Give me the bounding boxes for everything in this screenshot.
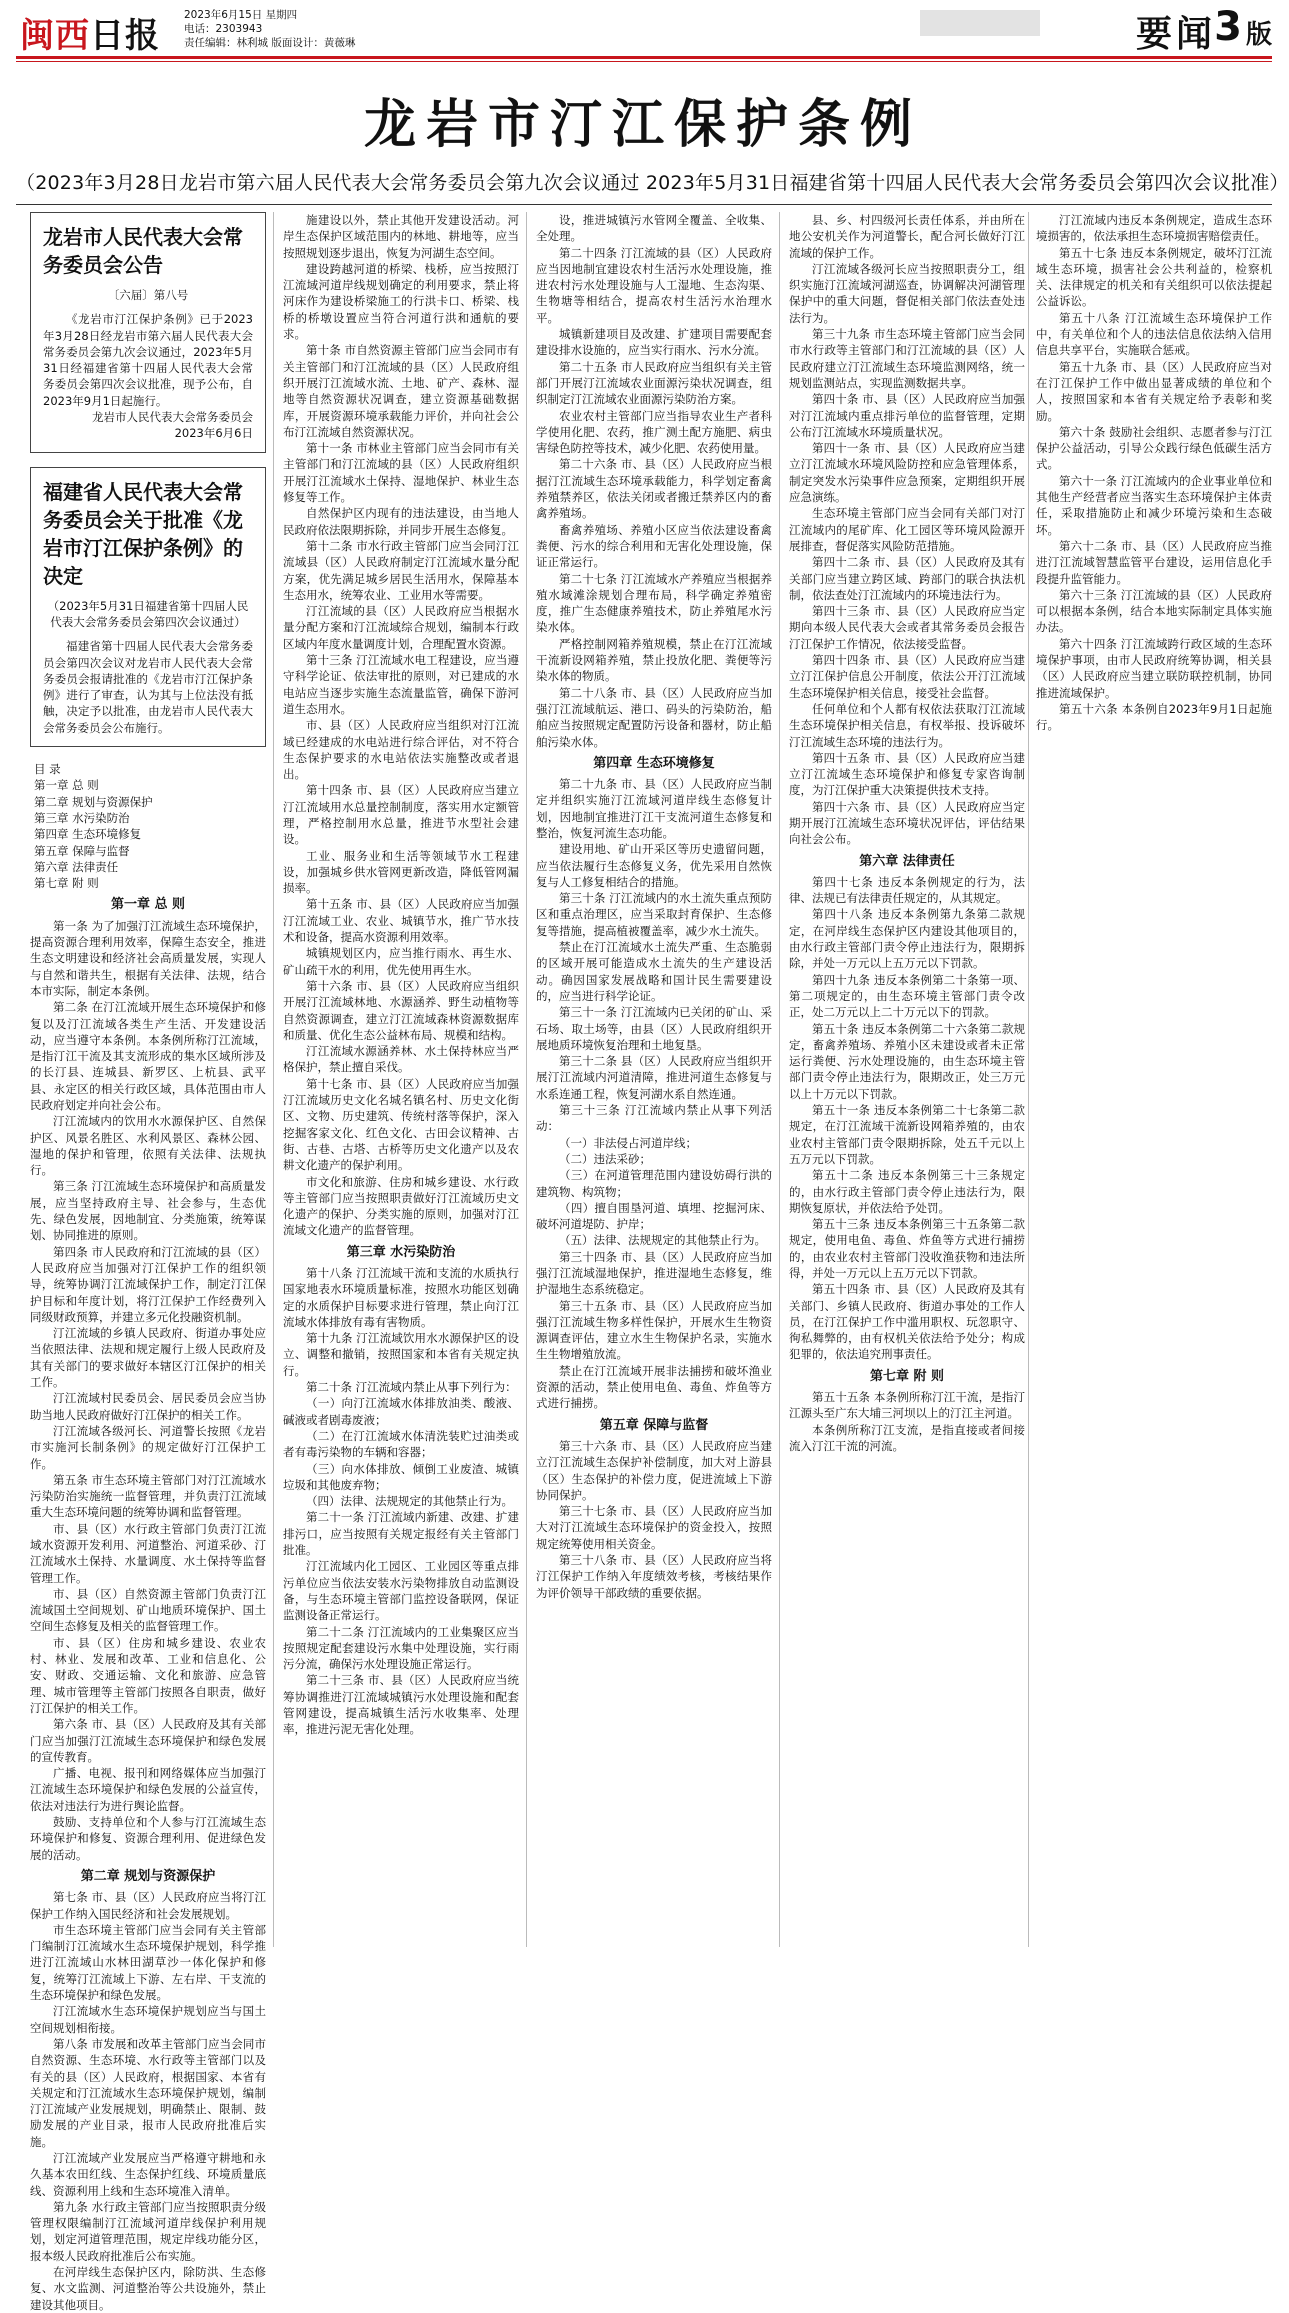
- chapter-heading: 第四章 生态环境修复: [593, 755, 715, 771]
- article-text: 禁止在汀江流域开展非法捕捞和破坏渔业资源的活动，禁止使用电鱼、毒鱼、炸鱼等方式进行捕捞。: [536, 1363, 772, 1411]
- article-text: 第二十三条 市、县（区）人民政府应当统筹协调推进汀江流域城镇污水处理设施和配套管网建设，提高城镇生活污水收集率、处理率，推进污泥无害化处理。: [283, 1673, 519, 1737]
- page-suffix: 版: [1245, 20, 1272, 50]
- article-text: 第四十四条 市、县（区）人民政府应当建立汀江保护信息公开制度，依法公开汀江流域生态环境保护相关信息，接受社会监督。: [789, 653, 1025, 700]
- article-text: 第十条 市自然资源主管部门应当会同市有关主管部门和汀江流域的县（区）人民政府组织开展汀江流域水流、土地、矿产、森林、湿地等自然资源状况调查，建立资源基础数据库，开展资源环境承载能力评价，并向社会公布汀江流域自然资源状况。: [283, 343, 519, 439]
- article-text: 第六十四条 汀江流域跨行政区域的生态环境保护事项，由市人民政府统筹协调，相关县（区）人民政府应当建立联防联控机制，协同推进流域保护。: [1036, 636, 1272, 700]
- article-text: 城镇新建项目及改建、扩建项目需要配套建设排水设施的，应当实行雨水、污水分流。: [536, 327, 772, 358]
- article-text: （三）向水体排放、倾倒工业废渣、城镇垃圾和其他废弃物；: [283, 1461, 519, 1492]
- article-text: 第四条 市人民政府和汀江流域的县（区）人民政府应当加强对汀江保护工作的组织领导，统筹协调汀江流域保护工作，制定汀江保护目标和年度计划，将汀江保护工作经费列入同级财政预算，并建立多元化投融资机制。: [30, 1244, 266, 1324]
- article-text: 汀江流域内违反本条例规定，造成生态环境损害的，依法承担生态环境损害赔偿责任。: [1036, 213, 1272, 244]
- column-divider: [779, 212, 780, 1947]
- article-text: 在河岸线生态保护区内，除防洪、生态修复、水文监测、河道整治等公共设施外，禁止建设其他项目。: [30, 2265, 266, 2312]
- article-text: 第五十六条 本条例自2023年9月1日起施行。: [1036, 701, 1272, 733]
- article-text: 第五十九条 市、县（区）人民政府应当对在汀江保护工作中做出显著成绩的单位和个人，按照国家和本省有关规定给予表彰和奖励。: [1036, 359, 1272, 423]
- article-text: 第八条 市发展和改革主管部门应当会同市自然资源、生态环境、水行政等主管部门以及有关的县（区）人民政府，根据国家、本省有关规定和汀江流域水生态环境保护规划，编制汀江流域产业发展规划，明确禁止、限制、鼓励发展的产业目录，报市人民政府批准后实施。: [30, 2036, 266, 2149]
- article-text: （五）法律、法规规定的其他禁止行为。: [559, 1233, 766, 1248]
- article-text: 第五条 市生态环境主管部门对汀江流域水污染防治实施统一监督管理，并负责汀江流域重大生态环境问题的统筹协调和监督管理。: [30, 1472, 266, 1520]
- article-text: 第四十二条 市、县（区）人民政府及其有关部门应当建立跨区域、跨部门的联合执法机制，依法查处汀江流域内的环境违法行为。: [789, 555, 1025, 602]
- column-2: [283, 212, 519, 1947]
- article-text: 禁止在汀江流域水土流失严重、生态脆弱的区域开展可能造成水土流失的生产建设活动。确因国家发展战略和国计民生需要建设的，应当进行科学论证。: [536, 940, 772, 1003]
- notice-body-1: 《龙岩市汀江保护条例》已于2023年3月28日经龙岩市第六届人民代表大会常务委员会第九次会议通过，2023年5月31日经福建省第十四届人民代表大会常务委员会第四次会议批准，现予公布，自2023年9月1日起施行。: [43, 312, 253, 408]
- toc-item: 第五章 保障与监督: [34, 843, 130, 858]
- article-text: 市、县（区）自然资源主管部门负责汀江流域国土空间规划、矿山地质环境保护、国土空间生态修复及相关的监督管理工作。: [30, 1586, 266, 1634]
- article-text: 第三十六条 市、县（区）人民政府应当建立汀江流域生态保护补偿制度，加大对上游县（区）生态保护的补偿力度，促进流域上下游协同保护。: [536, 1438, 772, 1502]
- toc-item: 第四章 生态环境修复: [34, 827, 142, 842]
- article-text: 第九条 水行政主管部门应当按照职责分级管理权限编制汀江流域河道岸线保护利用规划，划定河道管理范围，规定岸线功能分区，报本级人民政府批准后公布实施。: [30, 2199, 266, 2263]
- article-text: 第五十五条 本条例所称汀江干流，是指汀江源头至广东大埔三河坝以上的汀江主河道。: [789, 1390, 1025, 1421]
- chapter-heading: 第六章 法律责任: [859, 853, 955, 869]
- chapter-heading: 第五章 保障与监督: [599, 1417, 709, 1433]
- article-text: 自然保护区内现有的违法建设，由当地人民政府依法限期拆除，并同步开展生态修复。: [283, 506, 519, 537]
- article-text: （四）擅自围垦河道、填埋、挖掘河床、破坏河道堤防、护岸；: [536, 1200, 772, 1232]
- article-text: 农业农村主管部门应当指导农业生产者科学使用化肥、农药，推广测土配方施肥、病虫害绿色防控等技术，减少化肥、农药使用量。: [536, 408, 772, 456]
- article-text: 第二十四条 汀江流域的县（区）人民政府应当因地制宜建设农村生活污水处理设施，推进农村污水处理设施与人工湿地、生态沟渠、生物塘等相结合，提高农村生活污水治理水平。: [536, 245, 772, 325]
- toc-item: 第二章 规划与资源保护: [34, 794, 153, 809]
- toc-item: 第六章 法律责任: [34, 859, 119, 874]
- toc-item: 第七章 附 则: [34, 876, 99, 891]
- chapter-heading: 第七章 附 则: [869, 1368, 945, 1384]
- issue-phone: 电话：2303943: [184, 23, 263, 35]
- chapter-heading: 第三章 水污染防治: [346, 1244, 456, 1260]
- header-rule: [16, 56, 1272, 59]
- article-text: 市、县（区）住房和城乡建设、农业农村、林业、发展和改革、工业和信息化、公安、财政、交通运输、文化和旅游、应急管理、城市管理等主管部门按照各自职责，做好汀江保护的相关工作。: [30, 1635, 266, 1715]
- article-text: 第十五条 市、县（区）人民政府应当加强汀江流域工业、农业、城镇节水，推广节水技术和设备，提高水资源利用效率。: [283, 897, 519, 945]
- column-divider: [526, 212, 527, 1947]
- article-text: 生态环境主管部门应当会同有关部门对汀江流域内的尾矿库、化工园区等环境风险源开展排查，督促落实风险防范措施。: [789, 506, 1025, 553]
- chapter-heading: 第二章 规划与资源保护: [80, 1868, 216, 1884]
- article-text: 汀江流域各级河长应当按照职责分工，组织实施汀江流域河湖巡查，协调解决河湖管理保护中的重大问题，督促相关部门依法查处违法行为。: [789, 261, 1025, 325]
- article-text: 市生态环境主管部门应当会同有关主管部门编制汀江流域水生态环境保护规划，科学推进汀江流域山水林田湖草沙一体化保护和修复，统筹汀江流域上下游、左右岸、干支流的生态环境保护和绿色发展。: [30, 1922, 266, 2003]
- article-text: 建设用地、矿山开采区等历史遗留问题，应当依法履行生态修复义务，优先采用自然恢复与人工修复相结合的措施。: [536, 842, 772, 889]
- article-text: 第四十三条 市、县（区）人民政府应当定期向本级人民代表大会或者其常务委员会报告汀江保护工作情况，依法接受监督。: [789, 604, 1025, 651]
- article-text: 第三十三条 汀江流域内禁止从事下列活动：: [536, 1103, 772, 1134]
- notice-title-1: 龙岩市人民代表大会常务委员会公告: [43, 225, 243, 277]
- article-text: 第二十九条 市、县（区）人民政府应当制定并组织实施汀江流域河道岸线生态修复计划，因地制宜推进汀江干支流河道生态修复和整治，恢复河流生态功能。: [536, 777, 772, 840]
- article-text: 第二十五条 市人民政府应当组织有关主管部门开展汀江流域农业面源污染状况调查，组织制定汀江流域农业面源污染防治方案。: [536, 359, 772, 407]
- article-text: （三）在河道管理范围内建设妨碍行洪的建筑物、构筑物；: [536, 1168, 772, 1199]
- article-text: 第十一条 市林业主管部门应当会同市有关主管部门和汀江流域的县（区）人民政府组织开展汀江流域水土保持、湿地保护、林业生态修复等工作。: [283, 441, 519, 505]
- issue-editors: 责任编辑：林利城 版面设计：黄薇琳: [184, 37, 356, 49]
- article-text: 施建设以外，禁止其他开发建设活动。河岸生态保护区域范围内的林地、耕地等，应当按照规划逐步退出，恢复为河湖生态空间。: [283, 213, 519, 260]
- article-text: 设，推进城镇污水管网全覆盖、全收集、全处理。: [536, 213, 772, 244]
- article-text: 汀江流域的乡镇人民政府、街道办事处应当依照法律、法规和规定履行上级人民政府及其有关部门的要求做好本辖区汀江保护的相关工作。: [30, 1326, 266, 1390]
- toc-label: 目 录: [34, 762, 61, 777]
- article-text: （二）在汀江流域水体清洗装贮过油类或者有毒污染物的车辆和容器；: [283, 1428, 519, 1460]
- article-text: 第四十五条 市、县（区）人民政府应当建立汀江流域生态环境保护和修复专家咨询制度，为汀江保护重大决策提供技术支持。: [789, 750, 1025, 798]
- article-text: 汀江流域水源涵养林、水土保持林应当严格保护，禁止擅自采伐。: [283, 1044, 519, 1075]
- article-text: 市、县（区）人民政府应当组织对汀江流域已经建成的水电站进行综合评估，对不符合生态保护要求的水电站依法实施整改或者退出。: [283, 718, 519, 782]
- article-text: 第二十六条 市、县（区）人民政府应当根据汀江流域生态环境承载能力，科学划定畜禽养殖禁养区，依法关闭或者搬迁禁养区内的畜禽养殖场。: [536, 457, 772, 521]
- article-text: 汀江流域内的饮用水水源保护区、自然保护区、风景名胜区、水利风景区、森林公园、湿地的保护和管理，依照有关法律、法规执行。: [30, 1114, 266, 1178]
- article-text: 第三十九条 市生态环境主管部门应当会同市水行政等主管部门和汀江流域的县（区）人民政府建立汀江流域生态环境监测网络，统一规划监测站点，实现监测数据共享。: [789, 327, 1025, 390]
- column-divider: [273, 212, 274, 1947]
- article-text: 第十三条 汀江流域水电工程建设，应当遵守科学论证、依法审批的原则，对已建成的水电站应当逐步实施生态流量监管，确保下游河道生态用水。: [283, 653, 519, 716]
- article-text: 第四十九条 违反本条例第二十条第一项、第二项规定的，由生态环境主管部门责令改正，处二万元以上二十万元以下的罚款。: [789, 972, 1025, 1020]
- notice-box-2: [30, 467, 266, 747]
- article-text: 第十四条 市、县（区）人民政府应当建立汀江流域用水总量控制制度，落实用水定额管理，严格控制用水总量，推进节水型社会建设。: [283, 783, 519, 847]
- toc-item: 第三章 水污染防治: [34, 810, 130, 825]
- chapter-heading: 第一章 总 则: [110, 897, 186, 913]
- page-number: 3: [1214, 4, 1242, 50]
- article-text: 县、乡、村四级河长责任体系，并由所在地公安机关作为河道警长，配合河长做好汀江流域的保护工作。: [789, 213, 1025, 260]
- article-text: 第十六条 市、县（区）人民政府应当组织开展汀江流域林地、水源涵养、野生动植物等自然资源调查，建立汀江流域森林资源数据库和质量、优化生态公益林布局、规模和结构。: [283, 978, 519, 1042]
- article-text: 第六十二条 市、县（区）人民政府应当推进汀江流域智慧监管平台建设，运用信息化手段提升监管能力。: [1036, 538, 1272, 586]
- article-text: 第四十七条 违反本条例规定的行为，法律、法规已有法律责任规定的，从其规定。: [789, 874, 1025, 906]
- article-text: 本条例所称汀江支流，是指直接或者间接流入汀江干流的河流。: [789, 1422, 1025, 1453]
- table-of-contents: [30, 761, 266, 891]
- article-text: 任何单位和个人都有权依法获取汀江流域生态环境保护相关信息，有权举报、投诉破坏汀江流域生态环境的违法行为。: [789, 701, 1025, 749]
- article-text: 第四十八条 违反本条例第九条第二款规定，在河岸线生态保护区内建设其他项目的，由水行政主管部门责令停止违法行为，限期拆除，并处一万元以上五万元以下罚款。: [789, 907, 1025, 971]
- article-text: 广播、电视、报刊和网络媒体应当加强汀江流域生态环境保护和绿色发展的公益宣传，依法对违法行为进行舆论监督。: [30, 1766, 266, 1813]
- article-text: 第六条 市、县（区）人民政府及其有关部门应当加强汀江流域生态环境保护和绿色发展的宣传教育。: [30, 1717, 266, 1764]
- article-text: 第二条 在汀江流域开展生态环境保护和修复以及汀江流域各类生产生活、开发建设活动，应当遵守本条例。本条例所称汀江流域，是指汀江干流及其支流形成的集水区域所涉及的长汀县、连城县、新罗区、上杭县、武平县、永定区的相关行政区域，具体范围由市人民政府划定并向社会公布。: [30, 1000, 266, 1112]
- article-text: 第十七条 市、县（区）人民政府应当加强汀江流域历史文化名城名镇名村、历史文化街区、文物、历史建筑、传统村落等保护，深入挖掘客家文化、红色文化、古田会议精神、古街、古巷、古塔、古桥等历史文化遗产以及农耕文化遗产的保护利用。: [283, 1076, 519, 1173]
- article-text: 第三十四条 市、县（区）人民政府应当加强汀江流域湿地保护，推进湿地生态修复，维护湿地生态系统稳定。: [536, 1249, 772, 1297]
- article-text: 第四十六条 市、县（区）人民政府应当定期开展汀江流域生态环境状况评估，评估结果向社会公布。: [789, 799, 1025, 847]
- article-text: 第三十一条 汀江流域内已关闭的矿山、采石场、取土场等，由县（区）人民政府组织开展地质环境恢复治理和土地复垦。: [536, 1005, 772, 1052]
- article-text: （二）违法采砂；: [559, 1151, 651, 1166]
- article-text: 第三十二条 县（区）人民政府应当组织开展汀江流域内河道清障，推进河道生态修复与水系连通工程，恢复河湖水系自然连通。: [536, 1054, 772, 1101]
- article-text: 畜禽养殖场、养殖小区应当依法建设畜禽粪便、污水的综合利用和无害化处理设施，保证正常运行。: [536, 522, 772, 570]
- article-text: 第六十条 鼓励社会组织、志愿者参与汀江保护公益活动，引导公众践行绿色低碳生活方式。: [1036, 424, 1272, 472]
- article-text: 第二十一条 汀江流域内新建、改建、扩建排污口，应当按照有关规定报经有关主管部门批准。: [283, 1510, 519, 1558]
- article-text: 严格控制网箱养殖规模，禁止在汀江流域干流新设网箱养殖，禁止投放化肥、粪便等污染水体的物质。: [536, 636, 772, 684]
- header-rule-thin: [16, 61, 1272, 62]
- masthead-part-2: 日报: [90, 16, 160, 56]
- article-text: 第五十二条 违反本条例第三十三条规定的，由水行政主管部门责令停止违法行为，限期恢复原状，并依法给予处罚。: [789, 1168, 1025, 1215]
- page-title: 龙岩市汀江保护条例: [363, 94, 922, 155]
- newspaper-masthead: [20, 8, 160, 57]
- toc-item: 第一章 总 则: [34, 778, 99, 793]
- article-text: 第五十四条 市、县（区）人民政府及其有关部门、乡镇人民政府、街道办事处的工作人员，在汀江保护工作中滥用职权、玩忽职守、徇私舞弊的，由有权机关依法给予处分；构成犯罪的，依法追究刑事责任。: [789, 1282, 1025, 1362]
- notice-sub-2: （2023年5月31日福建省第十四届人民代表大会常务委员会第四次会议通过）: [47, 598, 249, 629]
- article-text: 第四十条 市、县（区）人民政府应当加强对汀江流域内重点排污单位的监督管理，定期公布汀江流域水环境质量状况。: [789, 392, 1025, 439]
- notice-sign: 龙岩市人民代表大会常务委员会: [92, 410, 253, 425]
- issue-date: 2023年6月15日 星期四: [184, 9, 298, 21]
- notice-body-2: 福建省第十四届人民代表大会常务委员会第四次会议对龙岩市人民代表大会常务委员会报请批准的《龙岩市汀江保护条例》进行了审查，认为其与上位法没有抵触，决定予以批准，由龙岩市人民代表大会常务委员会公布施行。: [43, 639, 253, 735]
- article-text: 第四十一条 市、县（区）人民政府应当建立汀江流域水环境风险防控和应急管理体系，制定突发水污染事件应急预案，定期组织开展应急演练。: [789, 441, 1025, 505]
- article-text: 第二十条 汀江流域内禁止从事下列行为：: [306, 1380, 517, 1395]
- article-text: 汀江流域水生态环境保护规划应当与国土空间规划相衔接。: [30, 2004, 266, 2035]
- article-text: 第七条 市、县（区）人民政府应当将汀江保护工作纳入国民经济和社会发展规划。: [30, 1890, 266, 1921]
- section-bar: [920, 10, 1040, 36]
- article-text: 第二十二条 汀江流域内的工业集聚区应当按照规定配套建设污水集中处理设施，实行雨污分流，确保污水处理设施正常运行。: [283, 1624, 519, 1672]
- article-text: 汀江流域各级河长、河道警长按照《龙岩市实施河长制条例》的规定做好汀江保护工作。: [30, 1423, 266, 1471]
- notice-title-2: 福建省人民代表大会常务委员会关于批准《龙岩市汀江保护条例》的决定: [43, 479, 243, 588]
- page-header: [16, 0, 1272, 56]
- article-text: 城镇规划区内，应当推行雨水、再生水、矿山疏干水的利用，优先使用再生水。: [283, 946, 519, 977]
- section-name: 要闻: [1135, 14, 1216, 55]
- article-text: 汀江流域村民委员会、居民委员会应当协助当地人民政府做好汀江保护的相关工作。: [30, 1391, 266, 1422]
- article-text: 工业、服务业和生活等领域节水工程建设，加强城乡供水管网更新改造，降低管网漏损率。: [283, 848, 519, 896]
- article-text: 第五十条 违反本条例第二十六条第二款规定，畜禽养殖场、养殖小区未建设或者未正常运行粪便、污水处理设施的，由生态环境主管部门责令停止违法行为，限期改正，处三万元以上十万元以下罚款。: [789, 1021, 1025, 1101]
- article-text: 第二十八条 市、县（区）人民政府应当加强汀江流域航运、港口、码头的污染防治，船舶应当按照规定配置防污设备和器材，防止船舶污染水体。: [536, 685, 772, 749]
- title-divider: [16, 204, 1272, 205]
- notice-date: 2023年6月6日: [174, 426, 253, 441]
- article-text: 第六十三条 汀江流域的县（区）人民政府可以根据本条例，结合本地实际制定具体实施办法。: [1036, 587, 1272, 635]
- article-text: 第十九条 汀江流域饮用水水源保护区的设立、调整和撤销，按照国家和本省有关规定执行。: [283, 1331, 519, 1378]
- column-1: [30, 212, 266, 2312]
- article-text: （一）向汀江流域水体排放油类、酸液、碱液或者剧毒废液；: [283, 1396, 519, 1427]
- article-text: 第三十八条 市、县（区）人民政府应当将汀江保护工作纳入年度绩效考核，考核结果作为评价领导干部政绩的重要依据。: [536, 1553, 772, 1600]
- article-text: 第三十五条 市、县（区）人民政府应当加强汀江流域生物多样性保护，开展水生生物资源调查评估，建立水生生物保护名录，实施水生生物增殖放流。: [536, 1298, 772, 1362]
- column-5: [1036, 212, 1272, 1947]
- page-subtitle: （2023年3月28日龙岩市第六届人民代表大会常务委员会第九次会议通过 2023年5月31日福建省第十四届人民代表大会常务委员会第四次会议批准）: [16, 172, 1289, 194]
- article-text: 第十二条 市水行政主管部门应当会同汀江流域县（区）人民政府制定汀江流域水量分配方案，优先满足城乡居民生活用水，保障基本生态用水，统筹农业、工业用水等需要。: [283, 538, 519, 602]
- article-text: 第二十七条 汀江流域水产养殖应当根据养殖水域滩涂规划合理布局，科学确定养殖密度，推广生态健康养殖技术，防止养殖尾水污染水体。: [536, 571, 772, 635]
- article-text: 第五十八条 汀江流域生态环境保护工作中，有关单位和个人的违法信息依法纳入信用信息共享平台，实施联合惩戒。: [1036, 310, 1272, 358]
- column-4: [789, 212, 1025, 1947]
- article-text: 第十八条 汀江流域干流和支流的水质执行国家地表水环境质量标准，按照水功能区划确定的水质保护目标要求进行管理，禁止向汀江流域水体排放有毒有害物质。: [283, 1266, 519, 1329]
- article-text: （一）非法侵占河道岸线；: [559, 1135, 697, 1150]
- article-text: 汀江流域内化工园区、工业园区等重点排污单位应当依法安装水污染物排放自动监测设备，与生态环境主管部门监控设备联网，保证监测设备正常运行。: [283, 1559, 519, 1623]
- article-text: 汀江流域产业发展应当严格遵守耕地和永久基本农田红线、生态保护红线、环境质量底线、资源利用上线和生态环境准入清单。: [30, 2150, 266, 2198]
- article-text: 第三十条 汀江流域内的水土流失重点预防区和重点治理区，应当采取封育保护、生态修复等措施，提高植被覆盖率，减少水土流失。: [536, 891, 772, 938]
- issue-meta: [184, 8, 355, 50]
- article-text: 第五十一条 违反本条例第二十七条第二款规定，在汀江流域干流新设网箱养殖的，由农业农村主管部门责令限期拆除，处五千元以上五万元以下罚款。: [789, 1103, 1025, 1166]
- article-text: 市、县（区）水行政主管部门负责汀江流域水资源开发利用、河道整治、河道采砂、汀江流域水土保持、水量调度、水土保持等监督管理工作。: [30, 1521, 266, 1585]
- article-text: 市文化和旅游、住房和城乡建设、水行政等主管部门应当按照职责做好汀江流域历史文化遗产的保护、分类实施的原则，加强对汀江流域文化遗产的监督管理。: [283, 1174, 519, 1238]
- article-text: 汀江流域的县（区）人民政府应当根据水量分配方案和汀江流域综合规划，编制本行政区域内年度水量调度计划，合理配置水资源。: [283, 604, 519, 651]
- masthead-part-1: 闽西: [20, 16, 90, 56]
- article-text: 第六十一条 汀江流域内的企业事业单位和其他生产经营者应当落实生态环境保护主体责任，采取措施防止和减少环境污染和生态破坏。: [1036, 473, 1272, 537]
- article-text: 鼓励、支持单位和个人参与汀江流域生态环境保护和修复、资源合理利用、促进绿色发展的活动。: [30, 1815, 266, 1862]
- article-text: （四）法律、法规规定的其他禁止行为。: [306, 1494, 513, 1509]
- article-text: 第五十三条 违反本条例第三十五条第二款规定，使用电鱼、毒鱼、炸鱼等方式进行捕捞的，由农业农村主管部门没收渔获物和违法所得，并处一万元以上五万元以下罚款。: [789, 1217, 1025, 1280]
- notice-number: 〔六届〕第八号: [107, 288, 189, 302]
- article-text: 建设跨越河道的桥梁、栈桥，应当按照汀江流域河道岸线规划确定的利用要求，禁止将河床作为建设桥梁施工的行洪卡口、桥梁、栈桥的桥墩设置应当符合河道行洪和通航的要求。: [283, 261, 519, 342]
- article-text: 第三条 汀江流域生态环境保护和高质量发展，应当坚持政府主导、社会参与，生态优先、绿色发展，因地制宜、分类施策，统筹谋划、协同推进的原则。: [30, 1179, 266, 1243]
- column-3: [536, 212, 772, 1947]
- article-text: 第一条 为了加强汀江流域生态环境保护，提高资源合理利用效率，保障生态安全，推进生态文明建设和经济社会高质量发展，实现人与自然和谐共生，根据有关法律、法规，结合本市实际，制定本条例。: [30, 918, 266, 998]
- article-text: 第五十七条 违反本条例规定，破坏汀江流域生态环境，损害社会公共利益的，检察机关、法律规定的机关和有关组织可以依法提起公益诉讼。: [1036, 245, 1272, 309]
- notice-box-1: [30, 212, 266, 453]
- article-text: 第三十七条 市、县（区）人民政府应当加大对汀江流域生态环境保护的资金投入，按照规定统筹使用相关资金。: [536, 1504, 772, 1551]
- column-divider: [1028, 212, 1029, 1947]
